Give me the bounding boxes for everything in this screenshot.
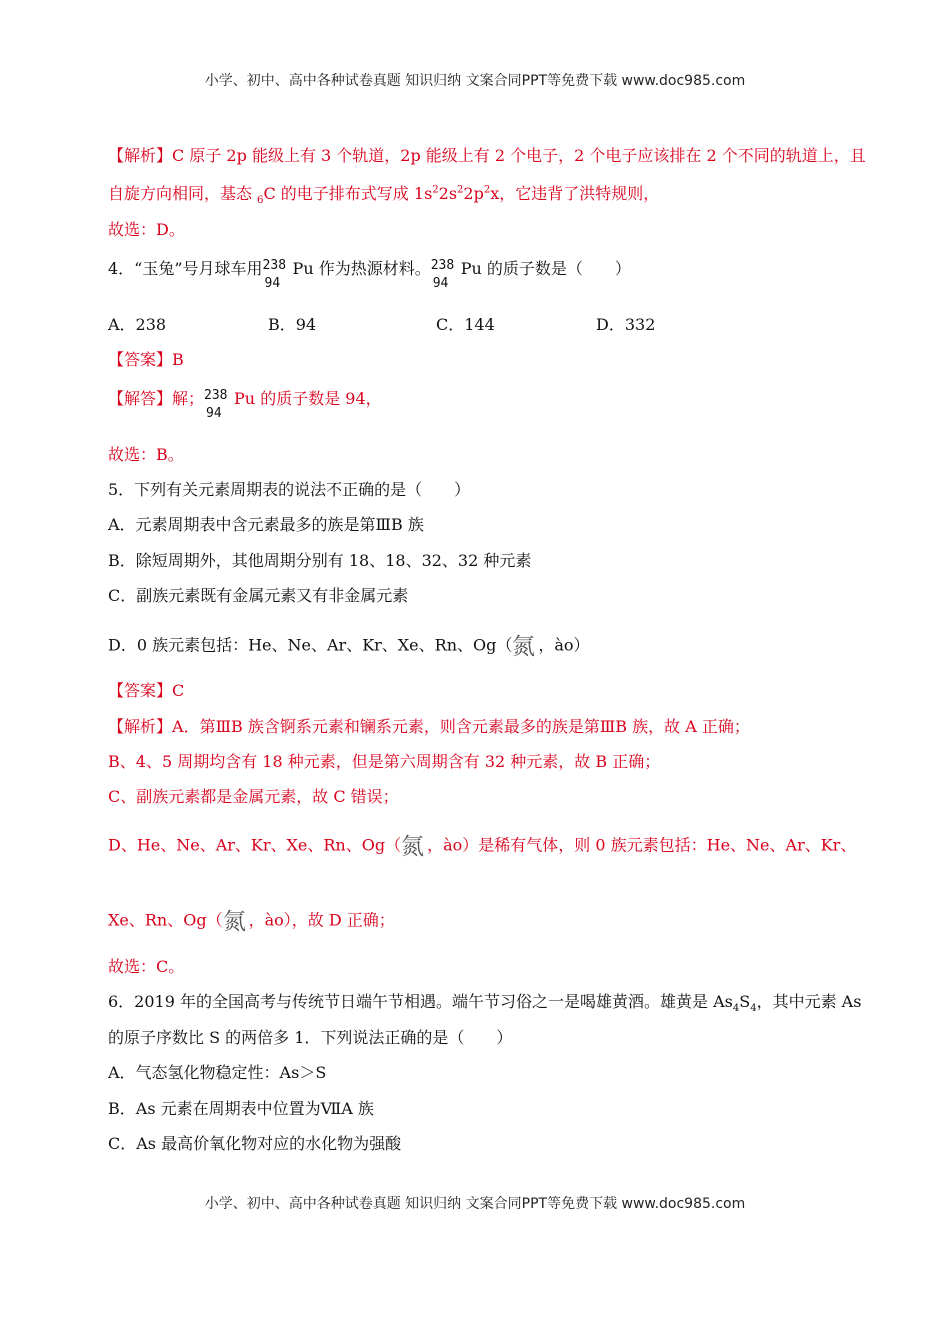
stem-text: 作为热源材料。 — [313, 259, 431, 278]
q5-stem: 5．下列有关元素周期表的说法不正确的是（ ） — [108, 480, 471, 499]
element-symbol: Pu — [234, 389, 256, 408]
q4-options — [108, 314, 655, 336]
analysis-text: ，ào）是稀有气体，则 0 族元素包括：He、Ne、Ar、Kr、 — [427, 835, 857, 855]
q6-stem-line-1 — [108, 991, 861, 1013]
q5-option-b: B．除短周期外，其他周期分别有 18、18、32、32 种元素 — [108, 551, 532, 570]
q5-conclusion: 故选：C。 — [108, 957, 185, 976]
page-footer: 小学、初中、高中各种试卷真题 知识归纳 文案合同PPT等免费下载 www.doc985.com — [204, 1196, 746, 1212]
analysis-text: 2p — [463, 184, 484, 203]
q6-option-b: B．As 元素在周期表中位置为ⅦA 族 — [108, 1099, 374, 1118]
q5-answer — [108, 680, 184, 702]
stem-text: 的质子数是（ ） — [481, 259, 631, 278]
mass-number: 238 — [204, 388, 228, 403]
analysis-tag: 【解析】 — [108, 146, 173, 165]
subscript: 4 — [732, 1003, 740, 1015]
q5-analysis-line-2: B、4、5 周期均含有 18 种元素，但是第六周期含有 32 种元素，故 B 正确； — [108, 752, 661, 771]
q3-conclusion: 故选：D。 — [108, 220, 185, 239]
analysis-text: A．第ⅢB 族含锕系元素和镧系元素，则含元素最多的族是第ⅢB 族，故 A 正确； — [172, 717, 750, 736]
solution-tag: 【解答】 — [108, 389, 173, 408]
svg-text:氮: 氮 — [512, 634, 536, 659]
stem-text: 4．“玉兔”号月球车用 — [108, 259, 263, 278]
atomic-number: 94 — [264, 276, 281, 291]
svg-text:氮: 氮 — [222, 909, 246, 934]
option-d: D．332 — [596, 315, 656, 334]
q5-analysis-line-4 — [108, 833, 856, 859]
stem-text: ，其中元素 As — [756, 992, 862, 1011]
atomic-number: 94 — [206, 406, 222, 421]
solution-text: 解； — [172, 389, 205, 408]
svg-text:氮: 氮 — [401, 834, 425, 859]
analysis-text: ，ào），故 D 正确； — [248, 910, 395, 930]
oganesson-character-icon — [401, 833, 427, 859]
mass-number: 238 — [430, 258, 455, 273]
q4-conclusion: 故选：B。 — [108, 445, 184, 464]
oganesson-character-icon — [512, 633, 538, 659]
subscript: 4 — [750, 1003, 757, 1015]
answer-value: B — [172, 350, 184, 369]
option-a: A．238 — [108, 315, 167, 334]
q4-stem — [108, 258, 631, 291]
answer-value: C — [172, 681, 185, 700]
option-text: D．0 族元素包括：He、Ne、Ar、Kr、Xe、Rn、Og（ — [108, 635, 513, 655]
q4-solution — [108, 388, 382, 421]
q4-answer — [108, 349, 184, 371]
analysis-text: C 原子 2p 能级上有 3 个轨道，2p 能级上有 2 个电子，2 个电子应该排在 2 个不同的轨道上，且 — [172, 146, 866, 165]
q3-analysis-line-2 — [108, 183, 659, 205]
nuclide-pu-238 — [262, 258, 293, 291]
q5-option-d — [108, 633, 590, 659]
superscript: 2 — [457, 184, 464, 196]
q3-analysis-line-1 — [108, 145, 866, 167]
atomic-number: 94 — [432, 276, 449, 291]
q6-option-a: A．气态氢化物稳定性：As＞S — [108, 1063, 327, 1082]
analysis-text: 自旋方向相同，基态 — [108, 184, 258, 203]
analysis-text: x，它违背了洪特规则， — [490, 184, 660, 203]
q5-analysis-line-3: C、副族元素都是金属元素，故 C 错误； — [108, 787, 399, 806]
oganesson-character-icon — [223, 908, 249, 934]
stem-text: 6．2019 年的全国高考与传统节日端午节相遇。端午节习俗之一是喝雄黄酒。雄黄是 As — [108, 992, 733, 1011]
q5-analysis-line-1 — [108, 716, 750, 738]
element-symbol: Pu — [292, 259, 314, 278]
stem-text: S — [739, 992, 751, 1011]
analysis-text: 2s — [438, 184, 458, 203]
superscript: 2 — [483, 184, 491, 196]
analysis-text: Xe、Rn、Og（ — [108, 910, 223, 930]
element-symbol: Pu — [460, 259, 482, 278]
q6-option-c: C．As 最高价氧化物对应的水化物为强酸 — [108, 1134, 402, 1153]
subscript: 6 — [257, 195, 264, 207]
q5-option-c: C．副族元素既有金属元素又有非金属元素 — [108, 586, 409, 605]
option-text: ，ào） — [538, 635, 590, 655]
analysis-text: D、He、Ne、Ar、Kr、Xe、Rn、Og（ — [108, 835, 402, 855]
q5-option-a: A．元素周期表中含元素最多的族是第ⅢB 族 — [108, 515, 424, 534]
nuclide-pu-238 — [204, 388, 234, 421]
solution-text: 的质子数是 94， — [255, 389, 382, 408]
answer-tag: 【答案】 — [108, 350, 173, 369]
analysis-text: C 的电子排布式写成 1s — [263, 184, 433, 203]
superscript: 2 — [432, 184, 439, 196]
option-c: C．144 — [436, 315, 495, 334]
option-b: B．94 — [268, 315, 317, 334]
page-header: 小学、初中、高中各种试卷真题 知识归纳 文案合同PPT等免费下载 www.doc985.com — [204, 73, 746, 89]
nuclide-pu-238 — [430, 258, 461, 291]
mass-number: 238 — [262, 258, 287, 273]
answer-tag: 【答案】 — [108, 681, 173, 700]
q5-analysis-line-5 — [108, 908, 395, 934]
analysis-tag: 【解析】 — [108, 717, 173, 736]
q6-stem-line-2: 的原子序数比 S 的两倍多 1．下列说法正确的是（ ） — [108, 1028, 513, 1047]
